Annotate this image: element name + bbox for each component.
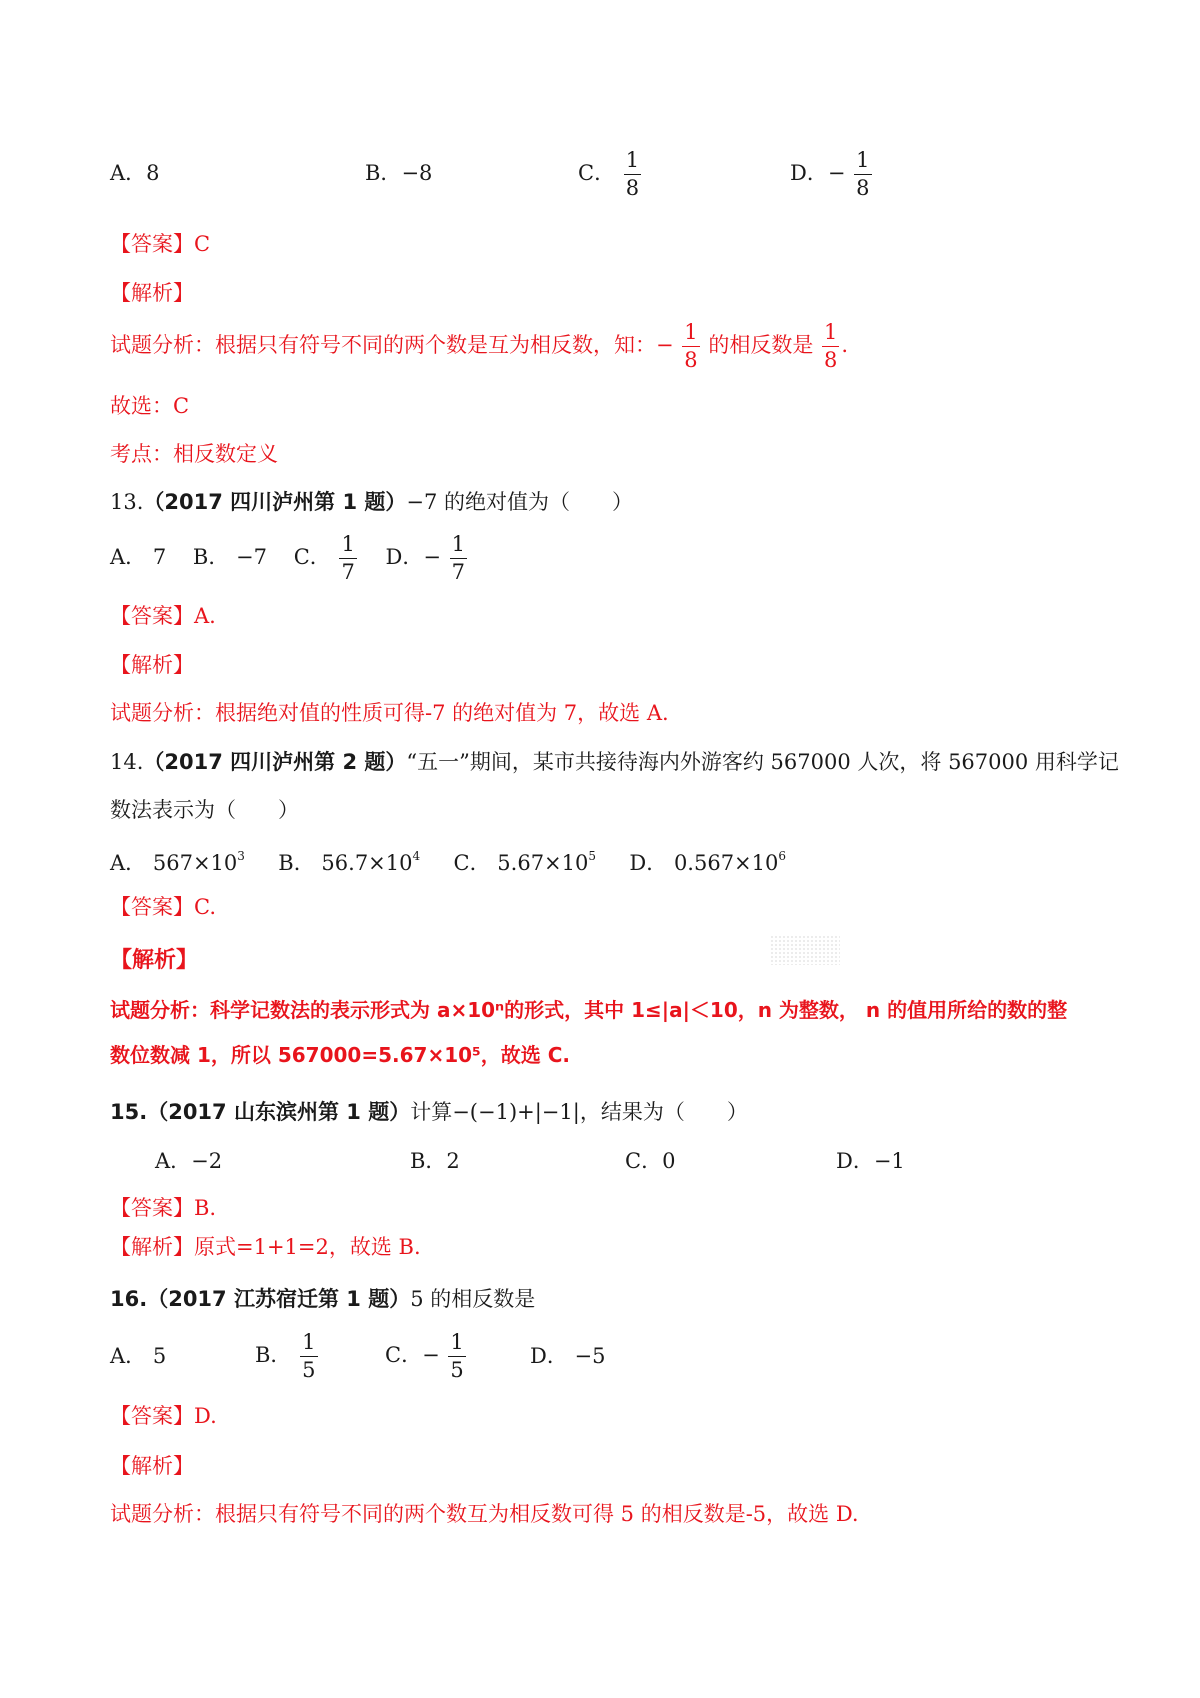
q16-option-a: A． 5: [110, 1344, 167, 1368]
q15-option-a: A．−2: [155, 1149, 223, 1173]
q12-option-a: A．8: [110, 161, 160, 185]
q14-answer: 【答案】C.: [110, 895, 216, 919]
q13-analysis: 试题分析：根据绝对值的性质可得-7 的绝对值为 7，故选 A.: [110, 701, 669, 725]
q12-option-b: B．−8: [365, 161, 433, 185]
q14-analysis-heading: 【解析】: [110, 948, 199, 973]
q14-stem-line1: 14.（2017 四川泸州第 2 题）“五一”期间，某市共接待海内外游客约 567000 人次，将 567000 用科学记: [110, 750, 1119, 774]
q14-analysis-line1: 试题分析：科学记数法的表示形式为 a×10ⁿ的形式，其中 1≤|a|＜10，n 为整数， n 的值用所给的数的整: [110, 998, 1068, 1022]
q15-option-b: B．2: [410, 1149, 460, 1173]
q13-options: A． 7 B． −7 C． $\frac{1}{7}$ D．− $\frac{1}{7}$: [110, 532, 466, 584]
q12-option-c: C． $\frac{1}{8}$: [578, 148, 640, 200]
q14-stem-line2: 数法表示为（ ）: [110, 798, 299, 822]
fraction: $\frac{1}{8}$: [856, 148, 870, 200]
q16-stem: 16.（2017 江苏宿迁第 1 题）5 的相反数是: [110, 1287, 536, 1311]
scan-noise-mark: [770, 935, 840, 965]
q13-analysis-heading: 【解析】: [110, 653, 194, 677]
q15-answer: 【答案】B.: [110, 1196, 217, 1220]
q16-option-d: D． −5: [530, 1344, 606, 1368]
q16-option-b: B． $\frac{1}{5}$: [255, 1330, 316, 1382]
q16-option-c: C．− $\frac{1}{5}$: [385, 1330, 464, 1382]
q12-choice: 故选：C: [110, 394, 190, 418]
q15-stem: 15.（2017 山东滨州第 1 题）计算−(−1)+|−1|，结果为（ ）: [110, 1100, 748, 1124]
q12-answer: 【答案】C: [110, 232, 211, 256]
q13-stem: 13.（2017 四川泸州第 1 题）−7 的绝对值为（ ）: [110, 490, 634, 514]
q15-option-d: D．−1: [836, 1149, 905, 1173]
q12-point: 考点：相反数定义: [110, 442, 278, 466]
q15-option-c: C．0: [625, 1149, 676, 1173]
q14-analysis-line2: 数位数减 1，所以 567000=5.67×10⁵，故选 C.: [110, 1043, 571, 1067]
q12-analysis-heading: 【解析】: [110, 281, 194, 305]
q15-analysis: 【解析】原式=1+1=2，故选 B.: [110, 1235, 421, 1259]
q12-option-d: D．− $\frac{1}{8}$: [790, 148, 870, 200]
q16-answer: 【答案】D.: [110, 1404, 217, 1428]
q14-options: A． $567\times 10^3$ B． $56.7\times 10^4$ C． $5.67\times 10^5$ D． $0.567\times 10^6$: [110, 849, 787, 875]
fraction: $\frac{1}{8}$: [625, 148, 640, 200]
q12-analysis: 试题分析：根据只有符号不同的两个数是互为相反数，知：− $\frac{1}{8}$ 的相反数是 $\frac{1}{8}$ .: [110, 320, 849, 372]
q13-answer: 【答案】A.: [110, 604, 216, 628]
q16-analysis: 试题分析：根据只有符号不同的两个数互为相反数可得 5 的相反数是-5，故选 D.: [110, 1502, 859, 1526]
q16-analysis-heading: 【解析】: [110, 1454, 194, 1478]
